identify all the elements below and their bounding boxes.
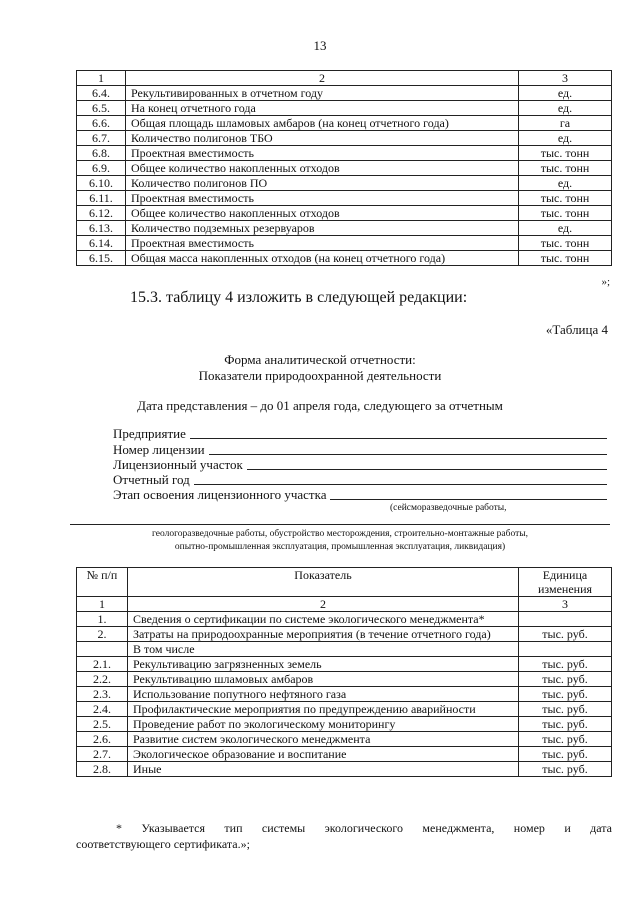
row-label: На конец отчетного года	[126, 101, 519, 116]
row-label: Рекультивированных в отчетном году	[126, 86, 519, 101]
row-number	[77, 642, 128, 657]
row-label: Количество полигонов ПО	[126, 176, 519, 191]
row-unit: ед.	[519, 221, 612, 236]
row-number: 2.3.	[77, 687, 128, 702]
header-cell: 1	[77, 71, 126, 86]
row-label: В том числе	[128, 642, 519, 657]
table-row	[77, 747, 612, 762]
table-row	[77, 251, 612, 266]
field-label: Предприятие	[113, 426, 186, 441]
environmental-indicators-table	[76, 567, 612, 777]
field-reporting-year	[113, 472, 607, 487]
index-cell: 2	[128, 597, 519, 612]
row-label: Затраты на природоохранные мероприятия (в течение отчетного года)	[128, 627, 519, 642]
table-row	[77, 717, 612, 732]
row-number: 6.15.	[77, 251, 126, 266]
row-unit: ед.	[519, 131, 612, 146]
field-license-number	[113, 442, 607, 457]
row-unit: тыс. тонн	[519, 191, 612, 206]
row-number: 2.8.	[77, 762, 128, 777]
stage-hint-2: геологоразведочные работы, обустройство месторождения, строительно-монтажные работы,	[151, 529, 528, 539]
row-label: Рекультивацию шламовых амбаров	[128, 672, 519, 687]
row-unit: тыс. руб.	[519, 627, 612, 642]
table-header-row	[77, 71, 612, 86]
row-unit: тыс. тонн	[519, 251, 612, 266]
row-number: 2.4.	[77, 702, 128, 717]
row-label: Проведение работ по экологическому мониторингу	[128, 717, 519, 732]
row-number: 6.10.	[77, 176, 126, 191]
row-number: 2.6.	[77, 732, 128, 747]
field-label: Номер лицензии	[113, 442, 205, 457]
table-row	[77, 612, 612, 627]
table-row	[77, 191, 612, 206]
license-number-input-line[interactable]	[209, 442, 607, 455]
form-title-line1: Форма аналитической отчетности:	[224, 352, 416, 367]
row-number: 6.11.	[77, 191, 126, 206]
row-label: Количество полигонов ТБО	[126, 131, 519, 146]
row-number: 6.13.	[77, 221, 126, 236]
license-area-input-line[interactable]	[247, 457, 607, 470]
header-indicator: Показатель	[128, 568, 519, 597]
table-header-row	[77, 568, 612, 597]
enterprise-input-line[interactable]	[190, 426, 607, 439]
row-label: Сведения о сертификации по системе экологического менеджмента*	[128, 612, 519, 627]
row-label: Проектная вместимость	[126, 146, 519, 161]
row-number: 1.	[77, 612, 128, 627]
table-row	[77, 732, 612, 747]
footnote	[76, 820, 612, 852]
stage-continuation-line[interactable]	[70, 524, 610, 525]
row-unit[interactable]	[519, 612, 612, 627]
row-number: 2.1.	[77, 657, 128, 672]
table-row	[77, 176, 612, 191]
table-row	[77, 642, 612, 657]
row-unit: га	[519, 116, 612, 131]
field-label: Этап освоения лицензионного участка	[113, 487, 327, 502]
row-unit: тыс. тонн	[519, 146, 612, 161]
header-unit: Единица изменения	[519, 568, 612, 597]
stage-hint-3: опытно-промышленная эксплуатация, промышленная эксплуатация, ликвидация)	[174, 542, 506, 552]
table-row	[77, 657, 612, 672]
index-row	[77, 597, 612, 612]
row-label: Рекультивацию загрязненных земель	[128, 657, 519, 672]
row-number: 6.9.	[77, 161, 126, 176]
row-unit: тыс. руб.	[519, 687, 612, 702]
row-number: 6.6.	[77, 116, 126, 131]
row-number: 6.4.	[77, 86, 126, 101]
row-unit: ед.	[519, 101, 612, 116]
table-row	[77, 762, 612, 777]
row-label: Развитие систем экологического менеджмента	[128, 732, 519, 747]
reporting-year-input-line[interactable]	[194, 472, 607, 485]
index-cell: 1	[77, 597, 128, 612]
row-label: Экологическое образование и воспитание	[128, 747, 519, 762]
table-row	[77, 131, 612, 146]
row-label: Общая масса накопленных отходов (на конец отчетного года)	[126, 251, 519, 266]
row-unit: ед.	[519, 176, 612, 191]
field-enterprise	[113, 426, 607, 441]
row-label: Иные	[128, 762, 519, 777]
row-unit: тыс. тонн	[519, 206, 612, 221]
row-unit: тыс. руб.	[519, 657, 612, 672]
row-unit: ед.	[519, 86, 612, 101]
row-label: Профилактические мероприятия по предупреждению аварийности	[128, 702, 519, 717]
table-row	[77, 627, 612, 642]
table-row	[77, 672, 612, 687]
row-number: 6.8.	[77, 146, 126, 161]
row-unit: тыс. руб.	[519, 762, 612, 777]
page-number: 13	[313, 38, 327, 53]
header-num: № п/п	[77, 568, 128, 597]
field-label: Лицензионный участок	[113, 457, 243, 472]
row-number: 2.7.	[77, 747, 128, 762]
row-unit: тыс. тонн	[519, 161, 612, 176]
index-cell: 3	[519, 597, 612, 612]
row-label: Проектная вместимость	[126, 236, 519, 251]
header-cell: 3	[519, 71, 612, 86]
row-label: Проектная вместимость	[126, 191, 519, 206]
table-row	[77, 687, 612, 702]
form-title-line2: Показатели природоохранной деятельности	[198, 368, 442, 383]
row-label: Общая площадь шламовых амбаров (на конец отчетного года)	[126, 116, 519, 131]
field-label: Отчетный год	[113, 472, 190, 487]
table-row	[77, 161, 612, 176]
field-license-area	[113, 457, 607, 472]
table-row	[77, 116, 612, 131]
row-unit	[519, 642, 612, 657]
development-stage-input-line[interactable]	[330, 487, 607, 500]
row-number: 2.	[77, 627, 128, 642]
row-number: 6.7.	[77, 131, 126, 146]
footnote-line2: соответствующего сертификата.»;	[76, 837, 250, 851]
stage-hint-1: (сейсморазведочные работы,	[390, 503, 507, 513]
submission-date: Дата представления – до 01 апреля года, следующего за отчетным	[137, 398, 503, 413]
table-row	[77, 101, 612, 116]
row-label: Общее количество накопленных отходов	[126, 206, 519, 221]
row-label: Использование попутного нефтяного газа	[128, 687, 519, 702]
amendment-instruction: 15.3. таблицу 4 изложить в следующей редакции:	[130, 289, 468, 306]
table-row	[77, 86, 612, 101]
header-cell: 2	[126, 71, 519, 86]
row-number: 2.2.	[77, 672, 128, 687]
footnote-line1: * Указывается тип системы экологического менеджмента, номер и дата	[116, 821, 612, 835]
table-row	[77, 702, 612, 717]
row-number: 6.5.	[77, 101, 126, 116]
row-unit: тыс. руб.	[519, 717, 612, 732]
table-row	[77, 206, 612, 221]
table-row	[77, 146, 612, 161]
row-unit: тыс. руб.	[519, 672, 612, 687]
continuation-table	[76, 70, 612, 266]
table-reference: «Таблица 4	[545, 322, 608, 337]
row-number: 2.5.	[77, 717, 128, 732]
row-number: 6.12.	[77, 206, 126, 221]
table-row	[77, 236, 612, 251]
table-closing-quote: »;	[601, 276, 610, 288]
row-label: Общее количество накопленных отходов	[126, 161, 519, 176]
row-unit: тыс. руб.	[519, 702, 612, 717]
row-number: 6.14.	[77, 236, 126, 251]
field-development-stage	[113, 487, 607, 502]
row-unit: тыс. руб.	[519, 732, 612, 747]
row-label: Количество подземных резервуаров	[126, 221, 519, 236]
table-row	[77, 221, 612, 236]
row-unit: тыс. руб.	[519, 747, 612, 762]
row-unit: тыс. тонн	[519, 236, 612, 251]
